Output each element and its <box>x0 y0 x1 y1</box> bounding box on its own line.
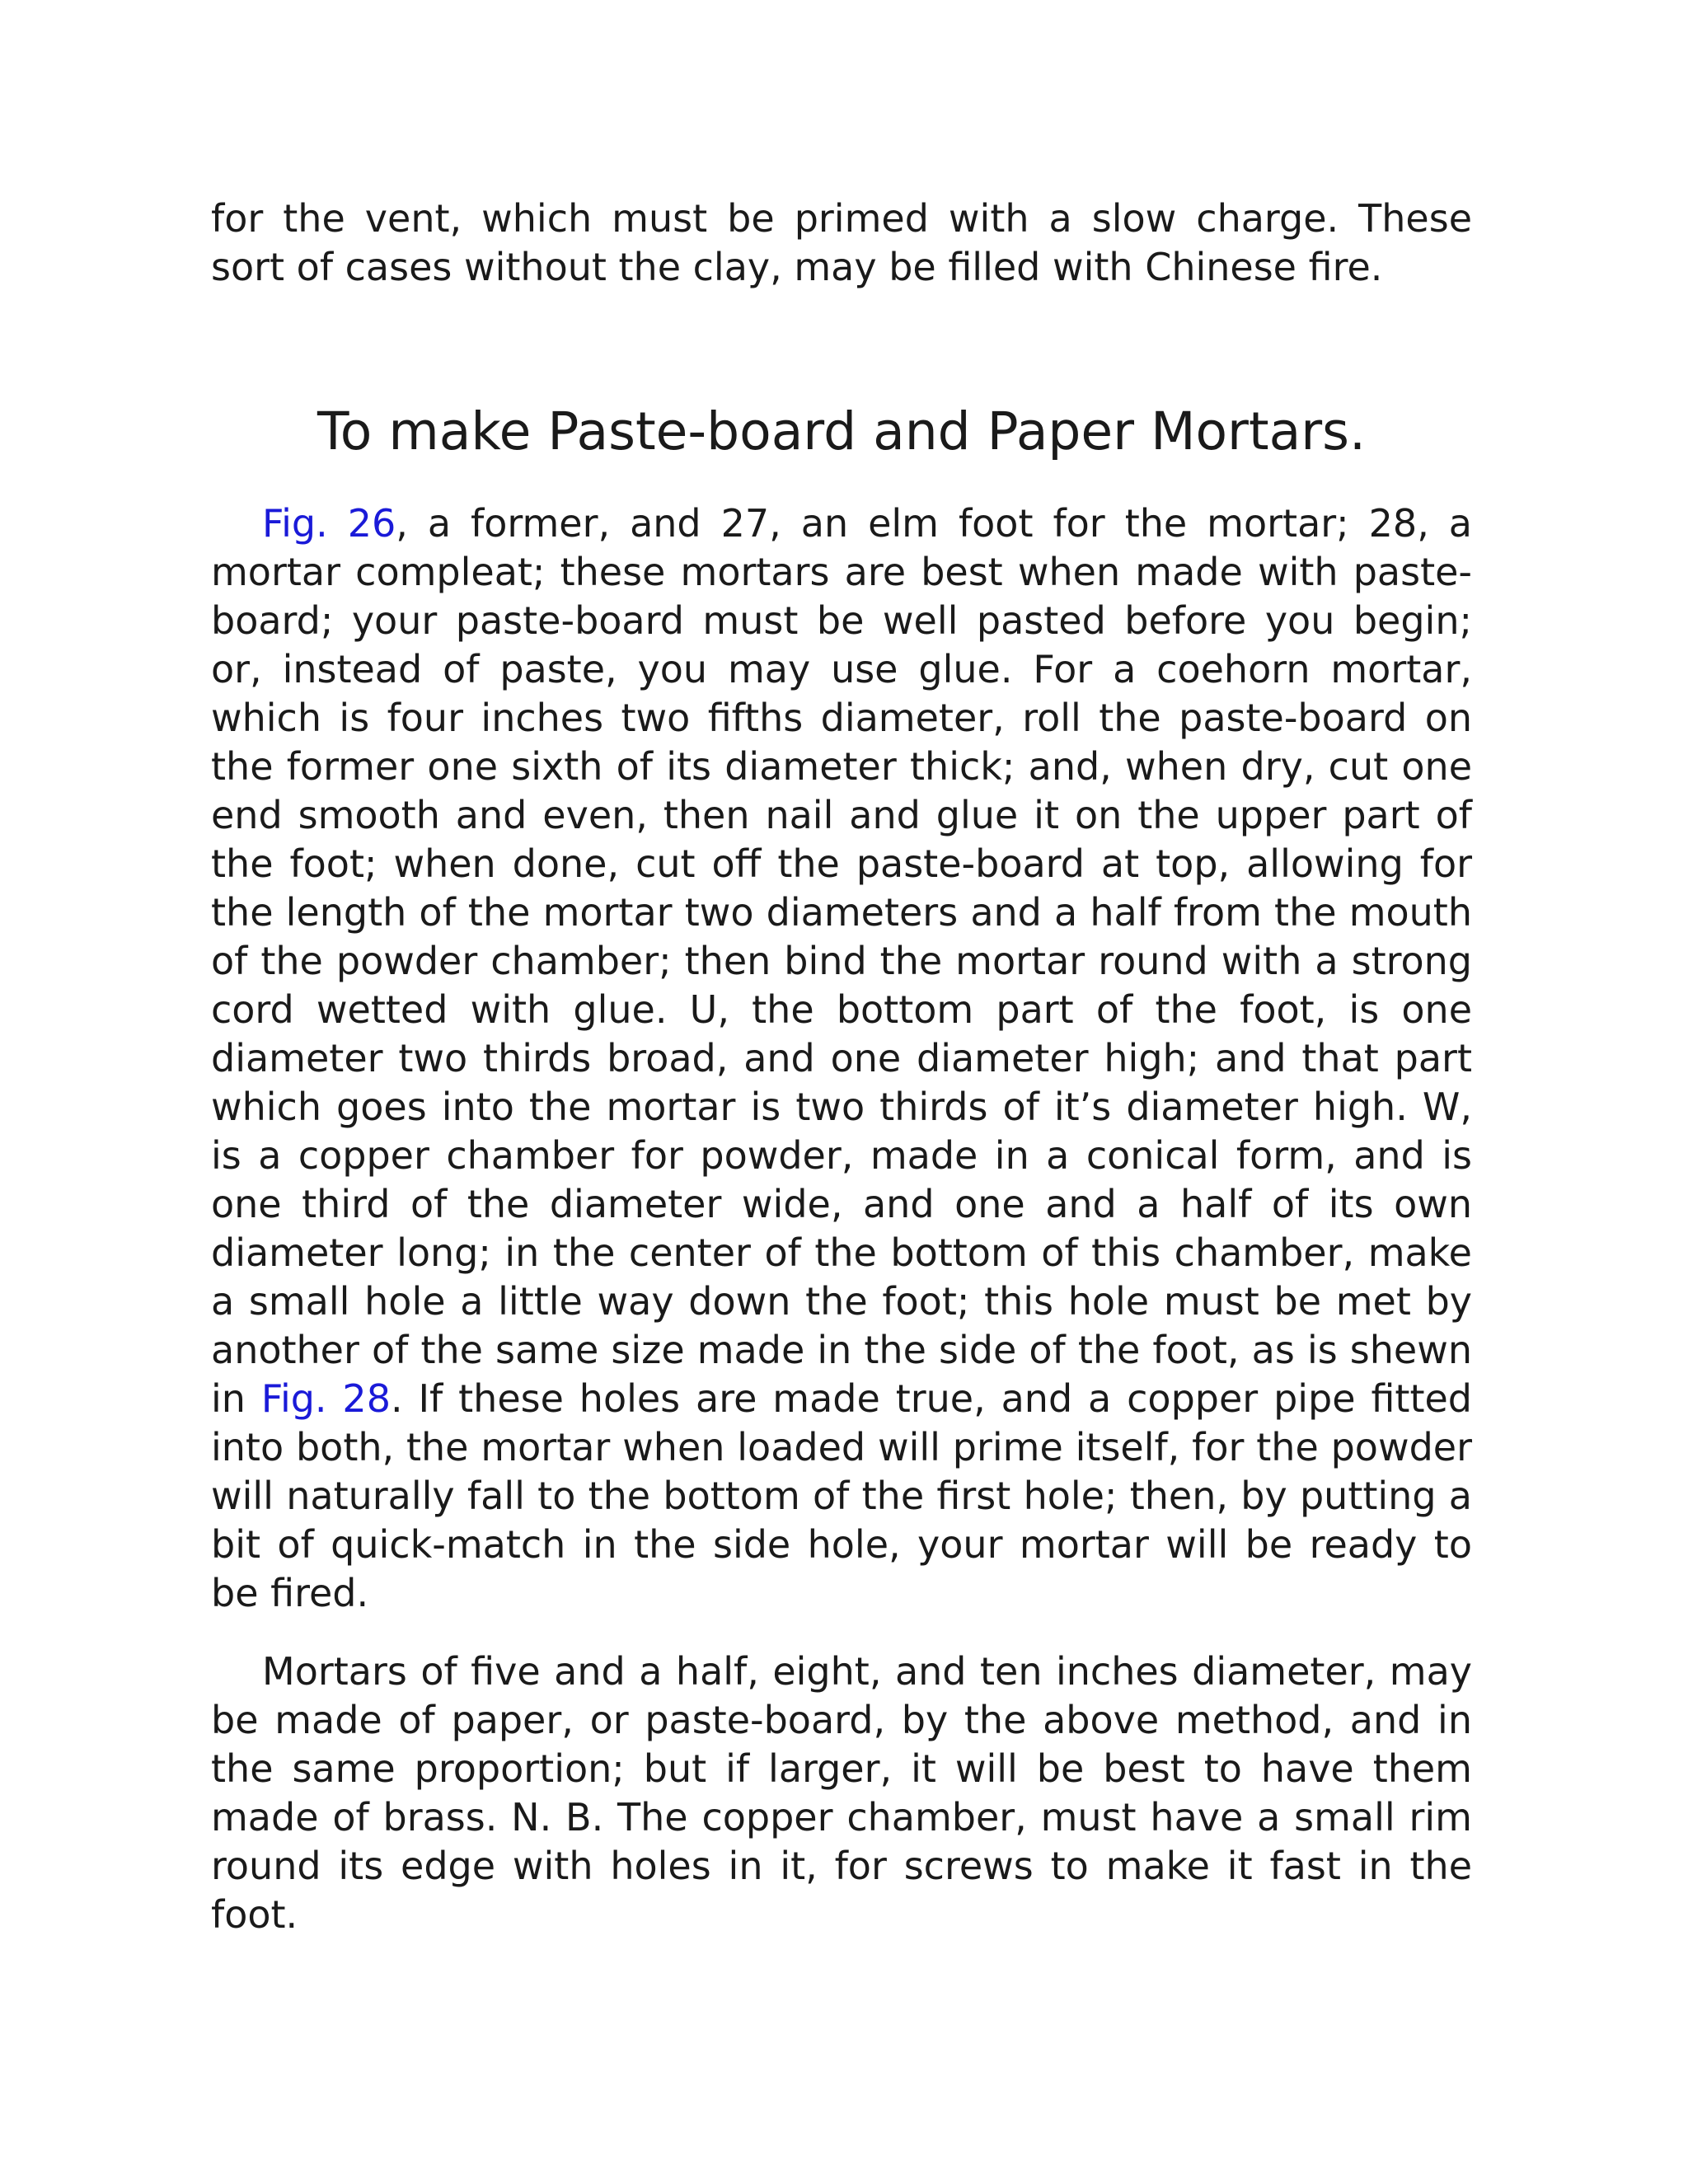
figure-26-link[interactable]: Fig. 26 <box>262 501 396 546</box>
figure-28-link[interactable]: Fig. 28 <box>260 1376 391 1421</box>
opening-paragraph: for the vent, which must be primed with a slow charge. These sort of cases without the clay, may be filled with Chinese fire. <box>211 196 1472 289</box>
paragraph-text-part-2: . If these holes are made true, and a copper pipe fitted into both, the mortar when loaded will prime itself, for the powder will naturally fall to the bottom of the first hole; then, by putting a bit of quick-match in the side hole, your mortar will be ready to be fired. <box>211 1376 1472 1615</box>
section-heading: To make Paste-board and Paper Mortars. <box>317 401 1366 462</box>
body-paragraph-larger-mortars: Mortars of five and a half, eight, and ten inches diameter, may be made of paper, or paste-board, by the above method, and in the same proportion; but if larger, it will be best to have them made of brass. N. B. The copper chamber, must have a small rim round its edge with holes in it, for screws to make it fast in the foot. <box>211 1649 1472 1937</box>
page-content <box>211 194 1472 1939</box>
paragraph-text-part-1: , a former, and 27, an elm foot for the mortar; 28, a mortar compleat; these mortars are best when made with paste-board; your paste-board must be well pasted before you begin; or, instead of paste, you may use glue. For a coehorn mortar, which is four inches two fifths diameter, roll the paste-board on the former one sixth of its diameter thick; and, when dry, cut one end smooth and even, then nail and glue it on the upper part of the foot; when done, cut off the paste-board at top, allowing for the length of the mortar two diameters and a half from the mouth of the powder chamber; then bind the mortar round with a strong cord wetted with glue. U, the bottom part of the foot, is one diameter two thirds broad, and one diameter high; and that part which goes into the mortar is two thirds of it’s diameter high. W, is a copper chamber for powder, made in a conical form, and is one third of the diameter wide, and one and a half of its own diameter long; in the center of the bottom of this chamber, make a small hole a little way down the foot; this hole must be met by another of the same size made in the side of the foot, as is shewn in <box>211 501 1472 1421</box>
body-paragraph-mortar-construction <box>211 499 1472 1618</box>
